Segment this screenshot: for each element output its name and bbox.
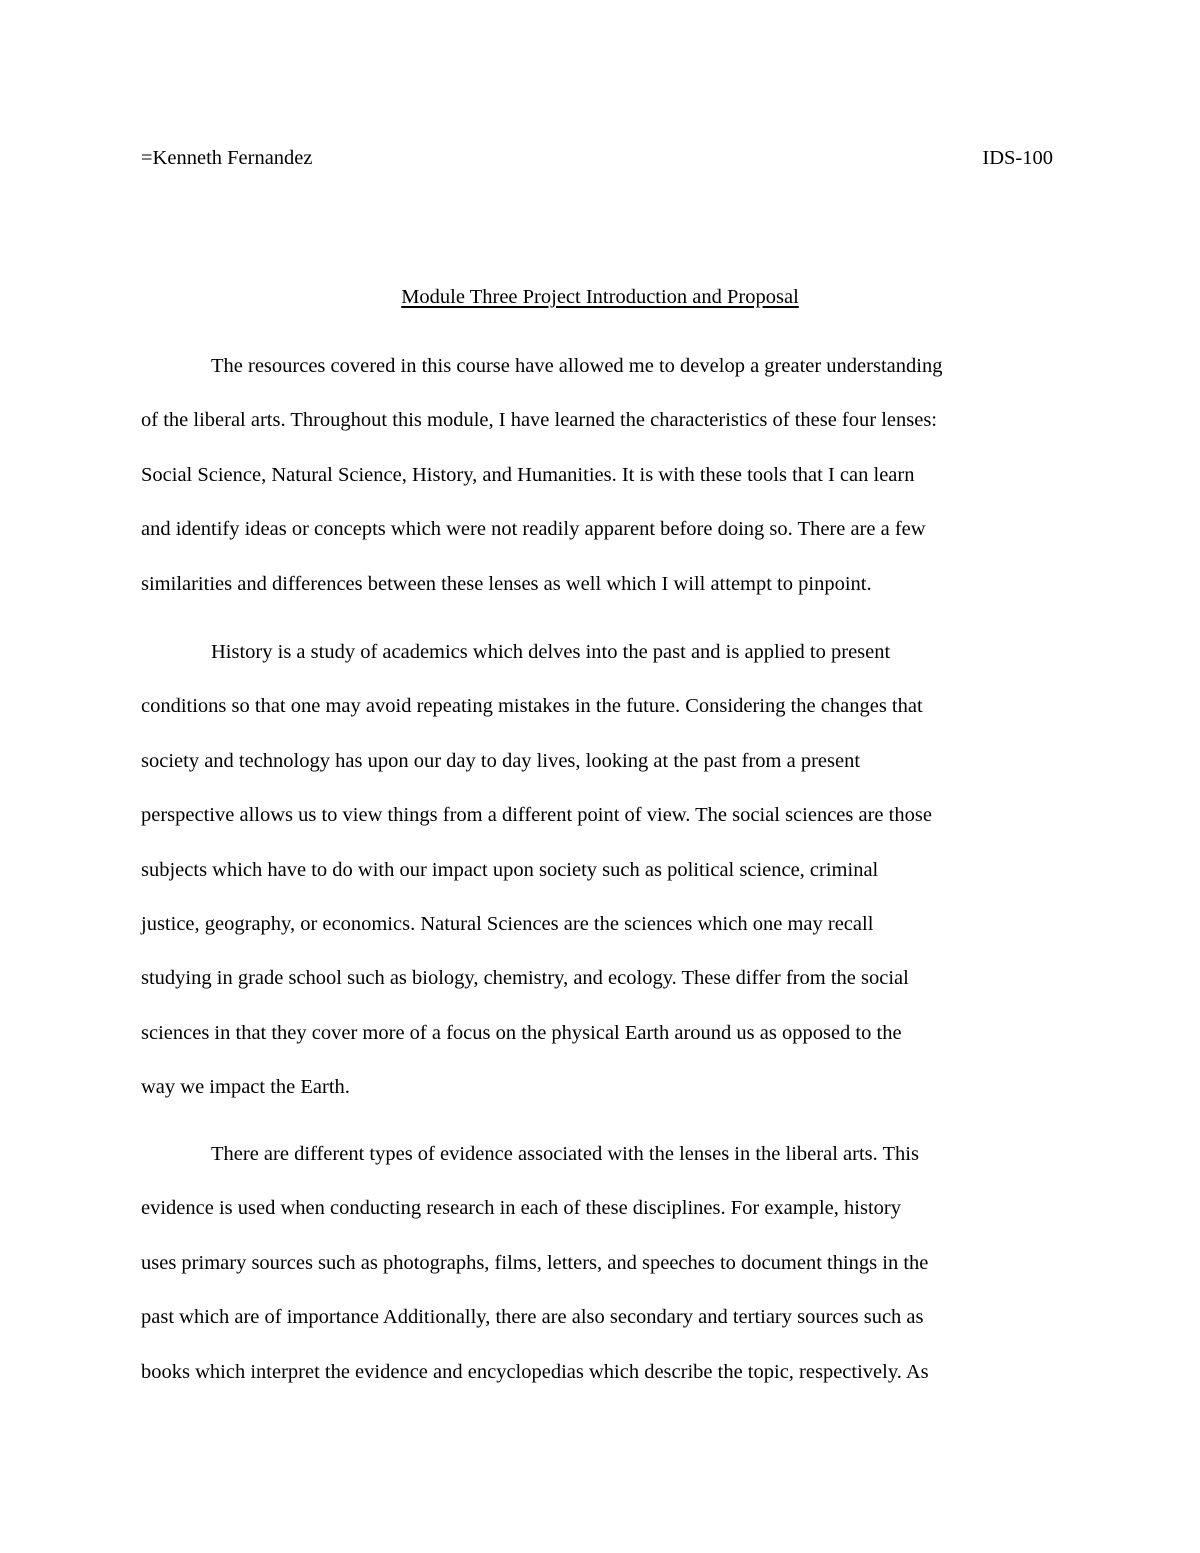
paragraph-3 xyxy=(141,1127,1071,1399)
text-line: Social Science, Natural Science, History, and Humanities. It is with these tools that I can learn xyxy=(141,463,915,486)
text-line: books which interpret the evidence and encyclopedias which describe the topic, respectively. As xyxy=(141,1360,929,1383)
text-line: There are different types of evidence associated with the lenses in the liberal arts. This xyxy=(211,1143,919,1165)
text-line: of the liberal arts. Throughout this module, I have learned the characteristics of these four lenses: xyxy=(141,409,938,432)
text-line: evidence is used when conducting research in each of these disciplines. For example, history xyxy=(141,1197,901,1220)
text-line: uses primary sources such as photographs, films, letters, and speeches to document things in the xyxy=(141,1251,929,1274)
text-line: similarities and differences between these lenses as well which I will attempt to pinpoint. xyxy=(141,572,872,595)
text-line: The resources covered in this course have allowed me to develop a greater understanding xyxy=(211,355,943,377)
text-line: History is a study of academics which delves into the past and is applied to present xyxy=(211,641,891,663)
text-line: perspective allows us to view things from a different point of view. The social sciences are those xyxy=(141,804,932,827)
text-line: studying in grade school such as biology, chemistry, and ecology. These differ from the social xyxy=(141,967,909,990)
course-code: IDS-100 xyxy=(982,147,1053,169)
text-line: society and technology has upon our day to day lives, looking at the past from a present xyxy=(141,749,861,772)
paragraph-2 xyxy=(141,625,1071,1115)
text-line: sciences in that they cover more of a focus on the physical Earth around us as opposed to the xyxy=(141,1021,902,1044)
author-name: =Kenneth Fernandez xyxy=(141,147,313,169)
document-title: Module Three Project Introduction and Proposal xyxy=(401,286,799,308)
paragraph-1 xyxy=(141,339,1071,611)
text-line: justice, geography, or economics. Natural Sciences are the sciences which one may recall xyxy=(141,912,874,935)
text-line: and identify ideas or concepts which were not readily apparent before doing so. There are a few xyxy=(141,518,926,541)
text-line: past which are of importance Additionally, there are also secondary and tertiary sources such as xyxy=(141,1306,924,1329)
text-line: subjects which have to do with our impact upon society such as political science, criminal xyxy=(141,858,879,881)
text-line: conditions so that one may avoid repeating mistakes in the future. Considering the changes that xyxy=(141,695,923,718)
header-row xyxy=(141,143,1053,173)
text-line: way we impact the Earth. xyxy=(141,1076,350,1099)
